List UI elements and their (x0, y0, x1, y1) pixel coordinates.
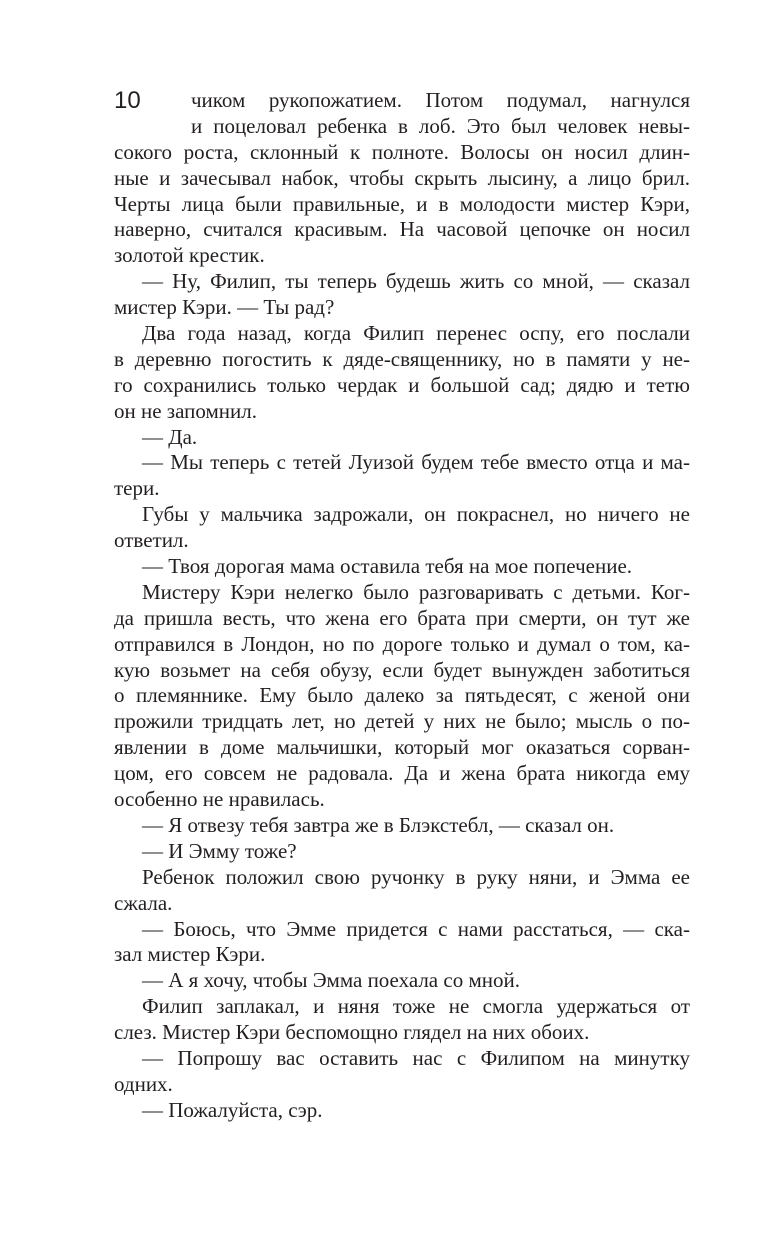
text-line: — Попрошу вас оставить нас с Филипом на минутку (142, 1045, 690, 1070)
text-line: — Мы теперь с тетей Луизой будем тебе вместо отца и ма- (142, 450, 690, 475)
text-line: Мистеру Кэри нелегко было разговаривать с детьми. Ког- (142, 579, 690, 604)
text-line: чиком рукопожатием. Потом подумал, нагнулся (191, 88, 690, 112)
text-line: Два года назад, когда Филип перенес оспу, его послали (142, 321, 690, 346)
text-line: наверно, считался красивым. На часовой цепочке он носил (114, 217, 690, 242)
text-line: — Да. (142, 424, 198, 449)
text-line: — Ну, Филип, ты теперь будешь жить со мной, — сказал (142, 269, 690, 294)
text-line: да пришла весть, что жена его брата при смерти, он тут же (114, 605, 690, 630)
text-line: он не запомнил. (114, 398, 257, 423)
text-line: слез. Мистер Кэри беспомощно глядел на них обоих. (114, 1020, 590, 1045)
text-line: ные и зачесывал набок, чтобы скрыть лысину, а лицо брил. (114, 165, 690, 190)
text-line: явлении в доме мальчишки, который мог оказаться сорван- (114, 735, 690, 760)
text-line: — Пожалуйста, сэр. (142, 1097, 323, 1122)
text-line: в деревню погостить к дяде-священнику, но в памяти у не- (114, 346, 690, 371)
text-line: сокого роста, склонный к полноте. Волосы он носил длин- (114, 139, 690, 164)
text-line: и поцеловал ребенка в лоб. Это был человек невы- (191, 113, 690, 138)
text-line: Губы у мальчика задрожали, он покраснел, но ничего не (142, 502, 690, 527)
text-line: — Я отвезу тебя завтра же в Блэкстебл, — сказал он. (142, 812, 615, 837)
text-line: мистер Кэри. — Ты рад? (114, 295, 335, 320)
text-line: ответил. (114, 528, 189, 553)
text-line: тери. (114, 476, 160, 501)
text-line: кую возьмет на себя обузу, если будет вынужден заботиться (114, 657, 690, 682)
text-line: прожили тридцать лет, но детей у них не было; мысль о по- (114, 709, 690, 734)
text-line: цом, его совсем не радовала. Да и жена брата никогда ему (114, 761, 690, 786)
text-line: сжала. (114, 890, 173, 915)
text-line: — Боюсь, что Эмме придется с нами расстаться, — ска- (142, 916, 690, 941)
page-number: 10 (114, 87, 141, 114)
text-line: го сохранились только чердак и большой сад; дядю и тетю (114, 372, 690, 397)
text-line: золотой крестик. (114, 243, 265, 268)
text-line: — Твоя дорогая мама оставила тебя на мое попечение. (142, 554, 633, 579)
text-line: — А я хочу, чтобы Эмма поехала со мной. (142, 968, 520, 993)
text-line: особенно не нравилась. (114, 787, 325, 812)
text-line: зал мистер Кэри. (114, 942, 266, 967)
text-line: отправился в Лондон, но по дороге только и думал о том, ка- (114, 631, 690, 656)
text-line: Черты лица были правильные, и в молодости мистер Кэри, (114, 191, 690, 216)
body-text (114, 88, 690, 1124)
text-line: Ребенок положил свою ручонку в руку няни, и Эмма ее (142, 864, 690, 889)
text-line: одних. (114, 1071, 173, 1096)
text-line: — И Эмму тоже? (142, 838, 297, 863)
text-line: Филип заплакал, и няня тоже не смогла удержаться от (142, 994, 690, 1019)
text-line: о племяннике. Ему было далеко за пятьдесят, с женой они (114, 683, 690, 708)
